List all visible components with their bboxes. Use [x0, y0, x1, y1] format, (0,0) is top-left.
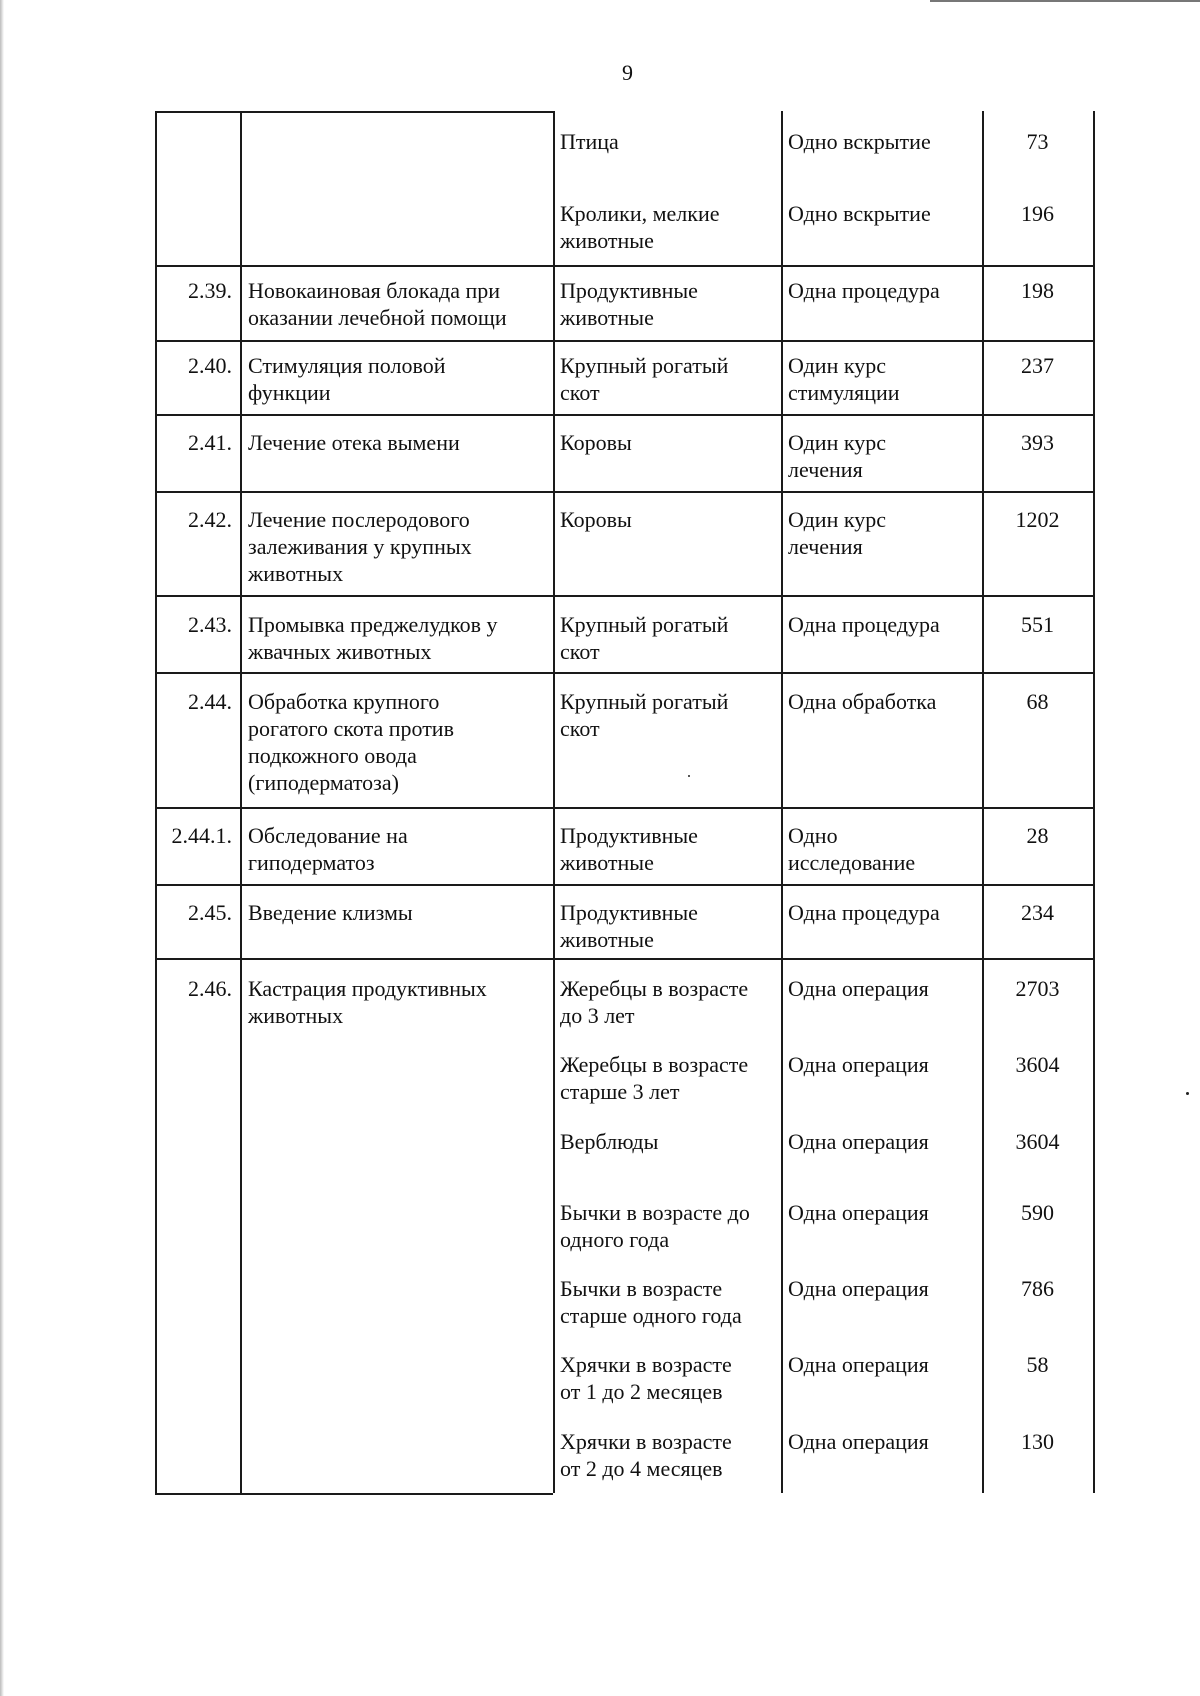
- table-border-col-3: [781, 111, 783, 1493]
- animal-type: от 1 до 2 месяцев: [560, 1379, 723, 1404]
- service-name: Обработка крупного: [248, 689, 440, 714]
- row-number: 2.42.: [188, 507, 232, 532]
- price-value: 1202: [1015, 507, 1060, 532]
- unit-of-service: Одно вскрытие: [788, 201, 931, 226]
- unit-of-service: стимуляции: [788, 380, 900, 405]
- row-number: 2.41.: [188, 430, 232, 455]
- table-row-divider: [155, 595, 1093, 597]
- animal-type: скот: [560, 716, 600, 741]
- price-value: 551: [1021, 612, 1054, 637]
- scan-speck: [688, 775, 690, 777]
- animal-type: скот: [560, 380, 600, 405]
- service-name: подкожного овода: [248, 743, 417, 768]
- unit-of-service: Одна процедура: [788, 278, 940, 303]
- animal-type: от 2 до 4 месяцев: [560, 1456, 723, 1481]
- unit-of-service: Одна операция: [788, 1429, 929, 1454]
- price-value: 196: [1021, 201, 1054, 226]
- table-border-col-1: [240, 111, 242, 1493]
- service-name: Обследование на: [248, 823, 408, 848]
- animal-type: животные: [560, 927, 654, 952]
- table-row-divider: [155, 491, 1093, 493]
- price-value: 73: [1026, 129, 1049, 154]
- animal-type: животные: [560, 850, 654, 875]
- row-number: 2.40.: [188, 353, 232, 378]
- service-name: животных: [248, 1003, 344, 1028]
- table-row-divider: [155, 958, 1093, 960]
- animal-type: Продуктивные: [560, 900, 698, 925]
- unit-of-service: Один курс: [788, 430, 886, 455]
- animal-type: Хрячки в возрасте: [560, 1429, 732, 1454]
- animal-type: Крупный рогатый: [560, 689, 729, 714]
- price-value: 68: [1026, 689, 1049, 714]
- price-value: 590: [1021, 1200, 1054, 1225]
- table-border-bottom: [155, 1493, 553, 1495]
- animal-type: скот: [560, 639, 600, 664]
- unit-of-service: Одна процедура: [788, 900, 940, 925]
- unit-of-service: Одна операция: [788, 976, 929, 1001]
- price-value: 58: [1026, 1352, 1049, 1377]
- table-row-divider: [155, 340, 1093, 342]
- service-name: Промывка преджелудков у: [248, 612, 498, 637]
- service-name: животных: [248, 561, 344, 586]
- animal-type: Птица: [560, 129, 619, 154]
- service-name: Введение клизмы: [248, 900, 413, 925]
- service-name: гиподерматоз: [248, 850, 375, 875]
- scan-artifact-top-line: [930, 0, 1200, 2]
- animal-type: старше одного года: [560, 1303, 742, 1328]
- animal-type: старше 3 лет: [560, 1079, 680, 1104]
- service-name: залеживания у крупных: [248, 534, 472, 559]
- unit-of-service: лечения: [788, 457, 863, 482]
- price-value: 130: [1021, 1429, 1054, 1454]
- unit-of-service: лечения: [788, 534, 863, 559]
- service-name: Кастрация продуктивных: [248, 976, 487, 1001]
- animal-type: Крупный рогатый: [560, 353, 729, 378]
- animal-type: Бычки в возрасте: [560, 1276, 723, 1301]
- table-border-left: [155, 111, 157, 1493]
- service-name: Лечение отека вымени: [248, 430, 460, 455]
- animal-type: Коровы: [560, 507, 632, 532]
- unit-of-service: Одна операция: [788, 1352, 929, 1377]
- service-name: рогатого скота против: [248, 716, 454, 741]
- unit-of-service: исследование: [788, 850, 916, 875]
- price-value: 28: [1026, 823, 1049, 848]
- animal-type: Жеребцы в возрасте: [560, 1052, 749, 1077]
- animal-type: Коровы: [560, 430, 632, 455]
- animal-type: Жеребцы в возрасте: [560, 976, 749, 1001]
- price-value: 234: [1021, 900, 1054, 925]
- animal-type: животные: [560, 305, 654, 330]
- price-value: 393: [1021, 430, 1054, 455]
- service-name: Новокаиновая блокада при: [248, 278, 501, 303]
- animal-type: одного года: [560, 1227, 670, 1252]
- table-row-divider: [155, 884, 1093, 886]
- price-value: 3604: [1015, 1129, 1060, 1154]
- row-number: 2.39.: [188, 278, 232, 303]
- price-value: 198: [1021, 278, 1054, 303]
- row-number: 2.43.: [188, 612, 232, 637]
- table-border-col-2: [553, 111, 555, 1493]
- price-value: 2703: [1015, 976, 1060, 1001]
- table-row-divider: [155, 265, 1093, 267]
- service-name: жвачных животных: [248, 639, 432, 664]
- table-border-right: [1093, 111, 1095, 1493]
- unit-of-service: Одно: [788, 823, 838, 848]
- scan-artifact-left-edge: [0, 0, 4, 1696]
- animal-type: Кролики, мелкие: [560, 201, 720, 226]
- unit-of-service: Одна операция: [788, 1052, 929, 1077]
- unit-of-service: Одна обработка: [788, 689, 937, 714]
- unit-of-service: Одна операция: [788, 1200, 929, 1225]
- unit-of-service: Одна операция: [788, 1276, 929, 1301]
- service-name: оказании лечебной помощи: [248, 305, 507, 330]
- animal-type: Верблюды: [560, 1129, 659, 1154]
- service-name: Лечение послеродового: [248, 507, 470, 532]
- unit-of-service: Одно вскрытие: [788, 129, 931, 154]
- animal-type: до 3 лет: [560, 1003, 635, 1028]
- table-row-divider: [155, 414, 1093, 416]
- service-name: (гиподерматоза): [248, 770, 399, 795]
- unit-of-service: Одна операция: [788, 1129, 929, 1154]
- table-row-divider: [155, 672, 1093, 674]
- unit-of-service: Один курс: [788, 353, 886, 378]
- table-row-divider: [155, 807, 1093, 809]
- row-number: 2.45.: [188, 900, 232, 925]
- price-value: 3604: [1015, 1052, 1060, 1077]
- animal-type: животные: [560, 228, 654, 253]
- animal-type: Хрячки в возрасте: [560, 1352, 732, 1377]
- unit-of-service: Одна процедура: [788, 612, 940, 637]
- price-value: 237: [1021, 353, 1054, 378]
- price-value: 786: [1021, 1276, 1054, 1301]
- animal-type: Продуктивные: [560, 278, 698, 303]
- animal-type: Крупный рогатый: [560, 612, 729, 637]
- row-number: 2.44.1.: [171, 823, 232, 848]
- service-name: Стимуляция половой: [248, 353, 446, 378]
- animal-type: Бычки в возрасте до: [560, 1200, 750, 1225]
- page-number: 9: [622, 60, 633, 85]
- unit-of-service: Один курс: [788, 507, 886, 532]
- row-number: 2.46.: [188, 976, 232, 1001]
- row-number: 2.44.: [188, 689, 232, 714]
- table-border-top: [155, 111, 553, 113]
- service-name: функции: [248, 380, 331, 405]
- scan-speck: [1186, 1092, 1189, 1095]
- animal-type: Продуктивные: [560, 823, 698, 848]
